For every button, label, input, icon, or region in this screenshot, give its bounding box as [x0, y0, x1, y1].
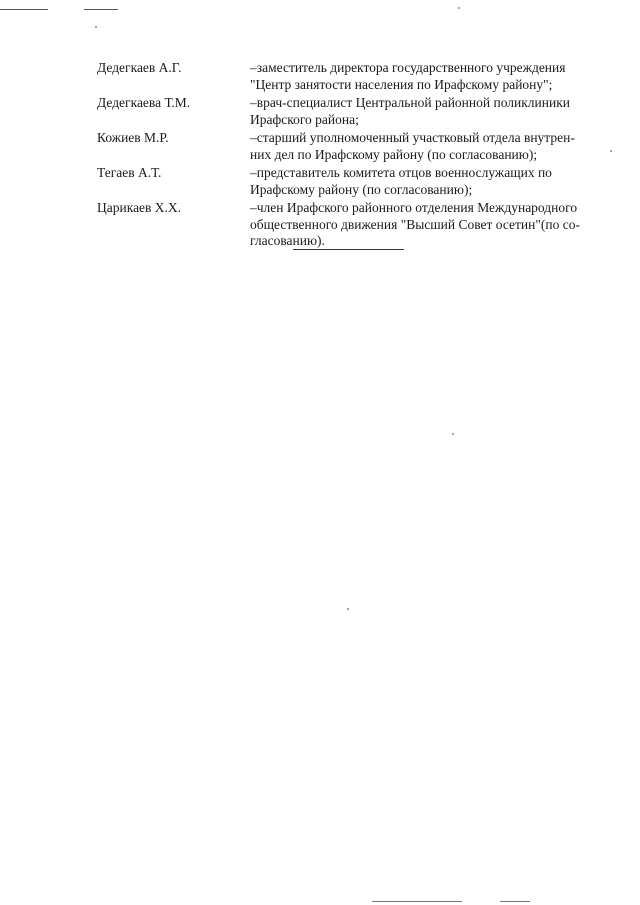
member-name: Дедегкаева Т.М.: [97, 95, 191, 110]
scan-speck: [347, 608, 349, 610]
scan-speck: [458, 7, 460, 9]
scan-artifact-line: [84, 9, 118, 10]
member-row: [97, 165, 602, 198]
member-role: –представитель комитета отцов военнослужащих по Ирафскому району (по согласованию);: [250, 165, 552, 197]
member-name: Тегаев А.Т.: [97, 165, 162, 180]
member-name: Царикаев Х.Х.: [97, 200, 182, 215]
scan-speck: [610, 150, 612, 152]
member-row: [97, 130, 602, 163]
scan-artifact-line: [372, 901, 462, 902]
scan-artifact-line: [0, 9, 48, 10]
member-row: [97, 95, 602, 128]
commission-member-list: [97, 60, 602, 252]
member-role: –старший уполномоченный участковый отдела внутрен- них дел по Ирафскому району (по согласованию);: [250, 130, 575, 162]
member-row: [97, 60, 602, 93]
member-row: [97, 200, 602, 250]
member-name: Кожиев М.Р.: [97, 130, 169, 145]
member-name: Дедегкаев А.Г.: [97, 60, 182, 75]
scan-artifact-line: [500, 901, 530, 902]
end-of-list-rule: [293, 249, 404, 250]
member-role: –заместитель директора государственного учреждения "Центр занятости населения по Ирафскому району";: [250, 60, 566, 92]
scan-speck: [452, 433, 454, 435]
member-role: –врач-специалист Центральной районной поликлиники Ирафского района;: [250, 95, 570, 127]
scan-speck: [95, 26, 97, 28]
member-role: –член Ирафского районного отделения Международного общественного движения "Высший Совет осетин"(по со- гласованию).: [250, 200, 580, 248]
